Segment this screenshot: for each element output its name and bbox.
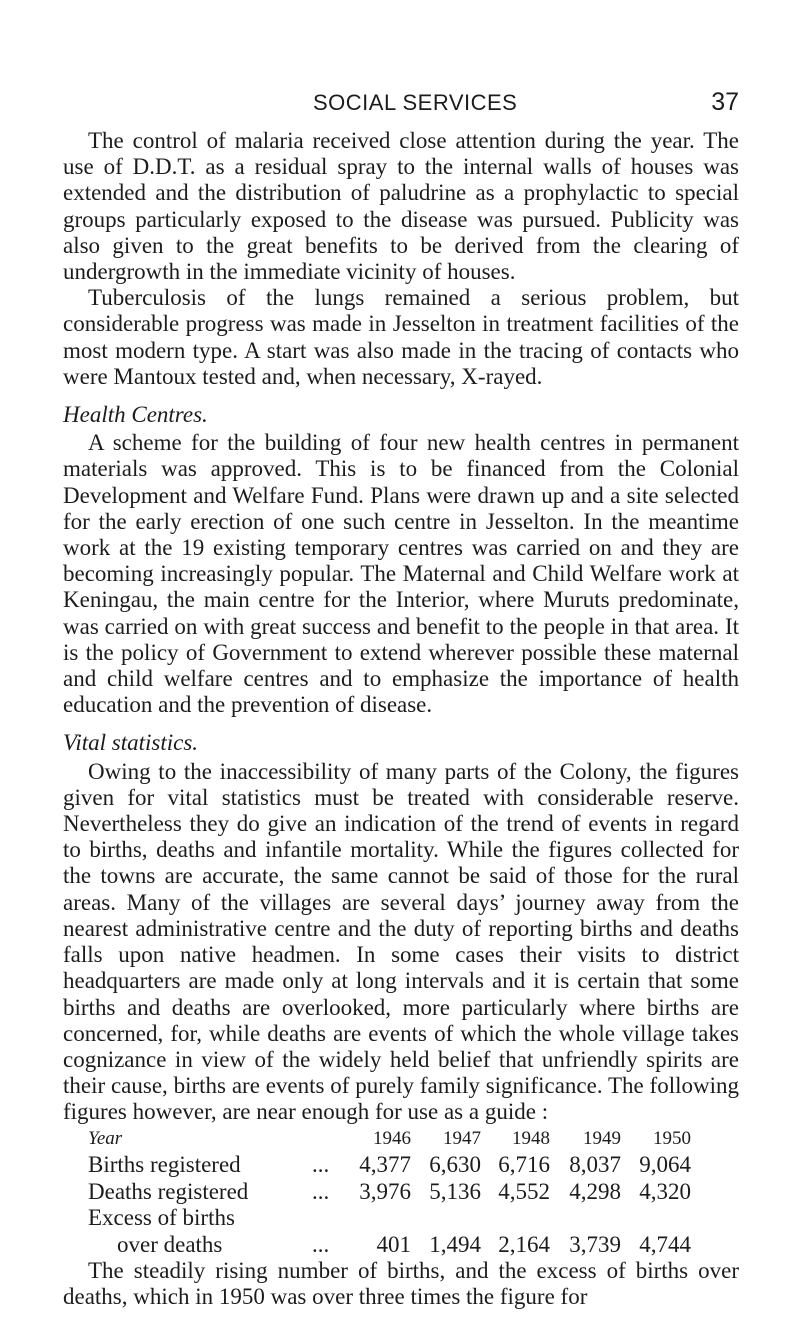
table-row-years	[63, 1126, 739, 1153]
paragraph-health-centres: A scheme for the building of four new health centres in permanent materials was approved. This is to be financed from the Colonial Development and Welfare Fund. Plans were drawn up and a site selected for the early erection of one such centre in Jesselton. In the meantime work at the 19 existing temporary centres was carried on and they are becoming increasingly popular. The Maternal and Child Welfare work at Keningau, the main centre for the Interior, where Muruts predominate, was carried on with great success and benefit to the people in that area. It is the policy of Government to extend wherever possible these maternal and child welfare centres and to emphasize the importance of health education and the prevention of disease.	[63, 430, 739, 718]
excess-label-line-1: Excess of births	[88, 1205, 235, 1231]
paragraph-vital-statistics: Owing to the inaccessibility of many parts of the Colony, the figures given for vital statistics must be treated with considerable reserve. Nevertheless they do give an indication of the trend of events in regard to births, deaths and infantile mortality. While the figures collected for the towns are accurate, the same cannot be said of those for the rural areas. Many of the villages are several days’ journey away from the nearest administrative centre and the duty of reporting births and deaths falls upon native headmen. In some cases their visits to district headquarters are made only at long intervals and it is certain that some births and deaths are overlooked, more particularly where births are concerned, for, while deaths are events of which the whole village takes cognizance in view of the widely held belief that unfriendly spirits are their cause, births are events of purely family significance. The following figures however, are near enough for use as a guide :	[63, 758, 739, 1125]
leader-dots: ...	[312, 1231, 330, 1257]
deaths-cell: 4,552	[498, 1178, 550, 1204]
year-cell: 1948	[512, 1127, 550, 1149]
deaths-cell: 4,298	[569, 1178, 621, 1204]
paragraph-tuberculosis: Tuberculosis of the lungs remained a serious problem, but considerable progress was made in Jesselton in treatment facilities of the most modern type. A start was also made in the tracing of contacts who were Mantoux tested and, when necessary, X-rayed.	[63, 285, 739, 389]
leader-dots: ...	[312, 1178, 330, 1204]
excess-cell: 3,739	[569, 1231, 621, 1257]
year-cell: 1949	[583, 1127, 621, 1149]
births-cell: 6,630	[429, 1152, 481, 1178]
births-cell: 4,377	[359, 1152, 411, 1178]
page-number: 37	[711, 88, 739, 116]
page-body	[63, 128, 739, 1310]
deaths-cell: 3,976	[359, 1178, 411, 1204]
excess-cell: 4,744	[639, 1231, 691, 1257]
table-row-excess	[63, 1232, 739, 1259]
table-row-births	[63, 1152, 739, 1179]
year-label: Year	[88, 1127, 123, 1149]
excess-cell: 1,494	[429, 1231, 481, 1257]
vital-statistics-table	[63, 1126, 739, 1259]
running-head: SOCIAL SERVICES	[313, 90, 518, 115]
deaths-cell: 5,136	[429, 1178, 481, 1204]
births-cell: 9,064	[639, 1152, 691, 1178]
excess-cell: 2,164	[498, 1231, 550, 1257]
paragraph-closing: The steadily rising number of births, and the excess of births over deaths, which in 1950 was over three times the figure for	[63, 1258, 739, 1310]
table-row-excess-label	[63, 1205, 739, 1232]
excess-label-line-2: over deaths	[117, 1231, 223, 1257]
year-cell: 1950	[653, 1127, 691, 1149]
excess-cell: 401	[376, 1231, 411, 1257]
leader-dots: ...	[312, 1152, 330, 1178]
section-heading-vital-statistics: Vital statistics.	[63, 730, 199, 756]
table-row-deaths	[63, 1179, 739, 1206]
births-cell: 8,037	[569, 1152, 621, 1178]
page-header	[0, 88, 801, 124]
births-cell: 6,716	[498, 1152, 550, 1178]
year-cell: 1946	[373, 1127, 411, 1149]
paragraph-malaria: The control of malaria received close attention during the year. The use of D.D.T. as a residual spray to the internal walls of houses was extended and the distribution of paludrine as a prophylactic to special groups particularly exposed to the disease was pursued. Publicity was also given to the great benefits to be derived from the clearing of undergrowth in the immediate vicinity of houses.	[63, 128, 739, 285]
section-heading-health-centres: Health Centres.	[63, 402, 208, 428]
year-cell: 1947	[443, 1127, 481, 1149]
deaths-label: Deaths registered	[88, 1178, 249, 1204]
deaths-cell: 4,320	[639, 1178, 691, 1204]
births-label: Births registered	[88, 1152, 241, 1178]
